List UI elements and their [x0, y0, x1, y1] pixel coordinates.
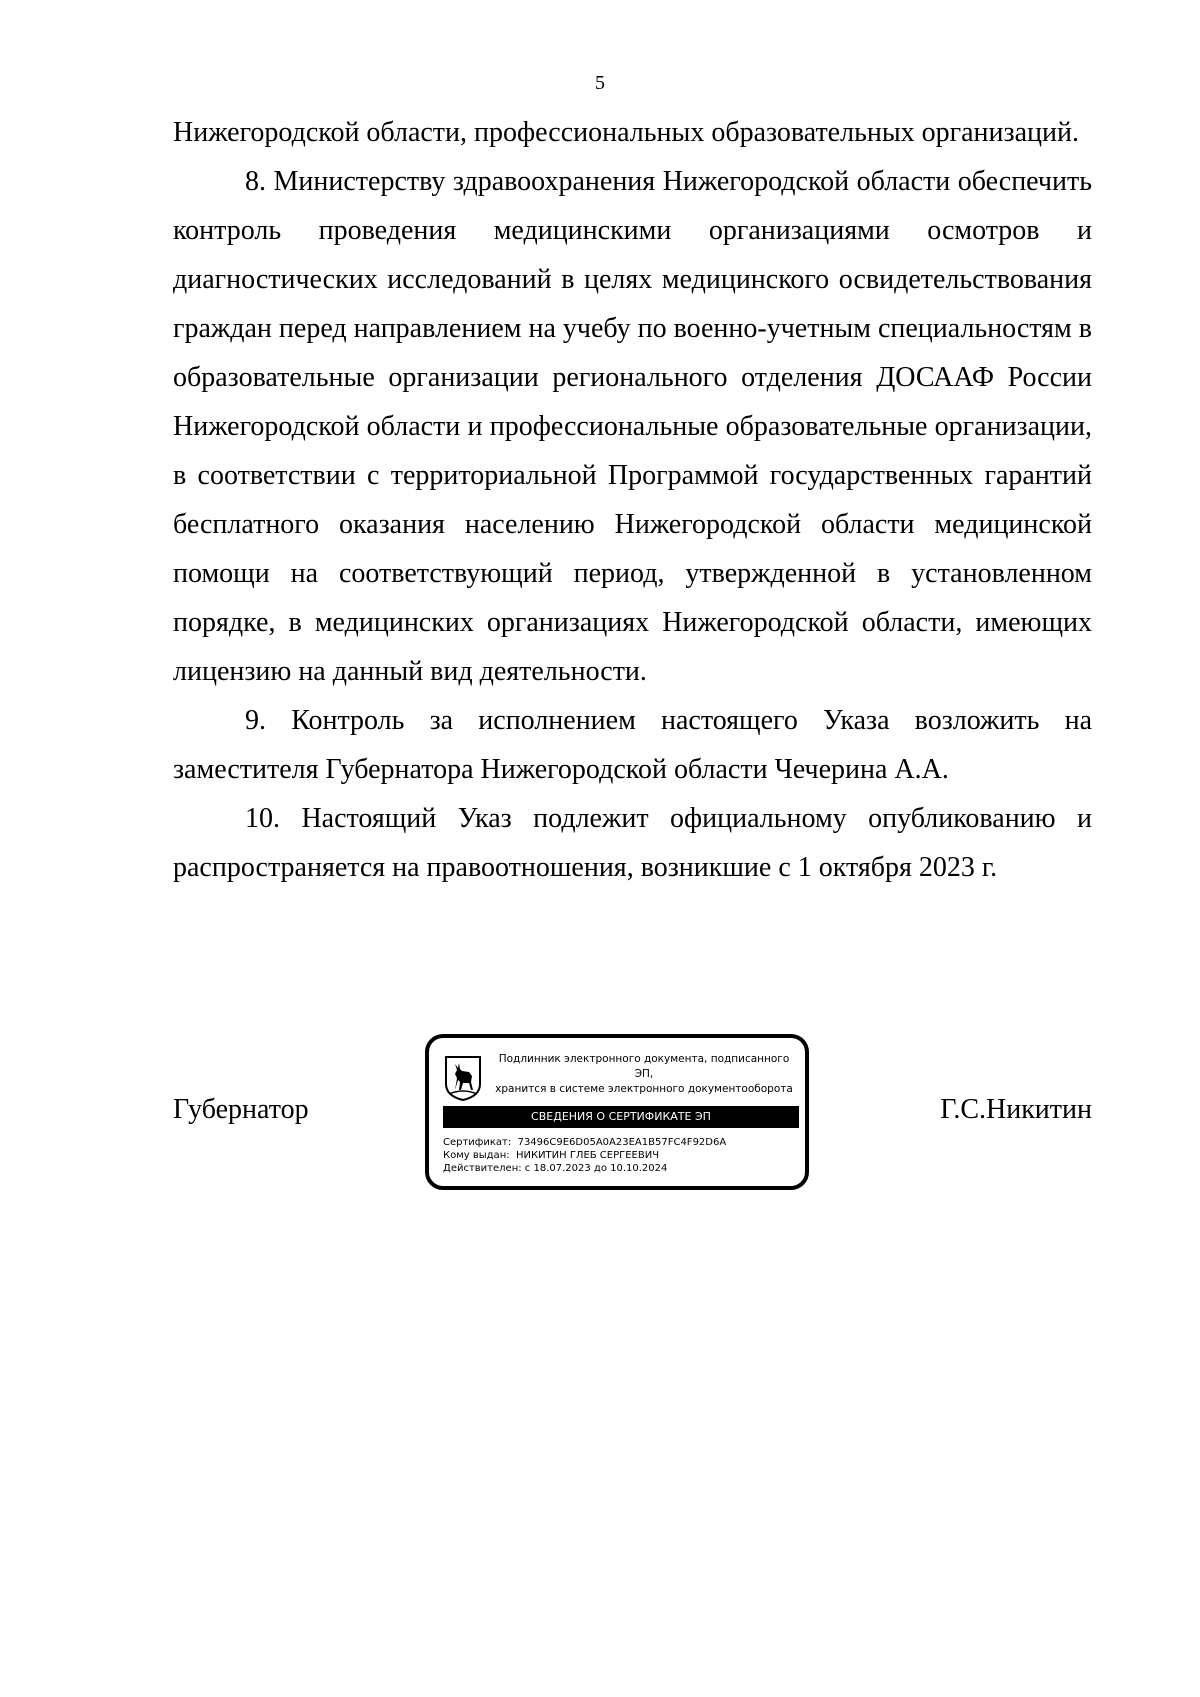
certificate-value: 73496C9E6D05A0A23EA1B57FC4F92D6A	[517, 1137, 727, 1148]
certificate-details	[443, 1136, 799, 1175]
signatory-name: Г.С.Никитин	[940, 1094, 1092, 1125]
stamp-header-line-2: хранится в системе электронного документооборота	[495, 1083, 793, 1095]
certificate-row	[443, 1136, 799, 1149]
deer-emblem-icon	[443, 1054, 483, 1102]
validity-row	[443, 1162, 799, 1175]
paragraph-item-10: 10. Настоящий Указ подлежит официальному опубликованию и распространяется на правоотношения, возникшие с 1 октября 2023 г.	[173, 803, 1092, 883]
paragraph-item-8: 8. Министерству здравоохранения Нижегородской области обеспечить контроль проведения медицинскими организациями осмотров и диагностических исследований в целях медицинского освидетельствования граждан перед направлением на учебу по военно-учетным специальностям в образовательные организации регионального отделения ДОСААФ России Нижегородской области и профессиональные образовательные организации, в соответствии с территориальной Программой государственных гарантий бесплатного оказания населению Нижегородской области медицинской помощи на соответствующий период, утвержденной в установленном порядке, в медицинских организациях Нижегородской области, имеющих лицензию на данный вид деятельности.	[173, 166, 1092, 687]
stamp-header-line-1: Подлинник электронного документа, подписанного ЭП,	[498, 1053, 790, 1080]
validity-label: Действителен:	[443, 1163, 522, 1174]
certificate-label: Сертификат:	[443, 1137, 512, 1148]
validity-value: с 18.07.2023 до 10.10.2024	[524, 1163, 668, 1174]
stamp-title-bar: СВЕДЕНИЯ О СЕРТИФИКАТЕ ЭП	[443, 1106, 799, 1128]
issued-to-value: НИКИТИН ГЛЕБ СЕРГЕЕВИЧ	[515, 1150, 660, 1161]
paragraph-continuation: Нижегородской области, профессиональных образовательных организаций.	[173, 117, 1079, 148]
document-body	[173, 108, 1092, 892]
stamp-header	[489, 1052, 799, 1097]
signature-block	[173, 1034, 1092, 1194]
paragraph-item-9: 9. Контроль за исполнением настоящего Указа возложить на заместителя Губернатора Нижегородской области Чечерина А.А.	[173, 705, 1092, 785]
page-number: 5	[595, 72, 605, 94]
signatory-position: Губернатор	[173, 1094, 309, 1125]
electronic-signature-stamp	[425, 1034, 809, 1190]
issued-to-row	[443, 1149, 799, 1162]
issued-to-label: Кому выдан:	[443, 1150, 510, 1161]
